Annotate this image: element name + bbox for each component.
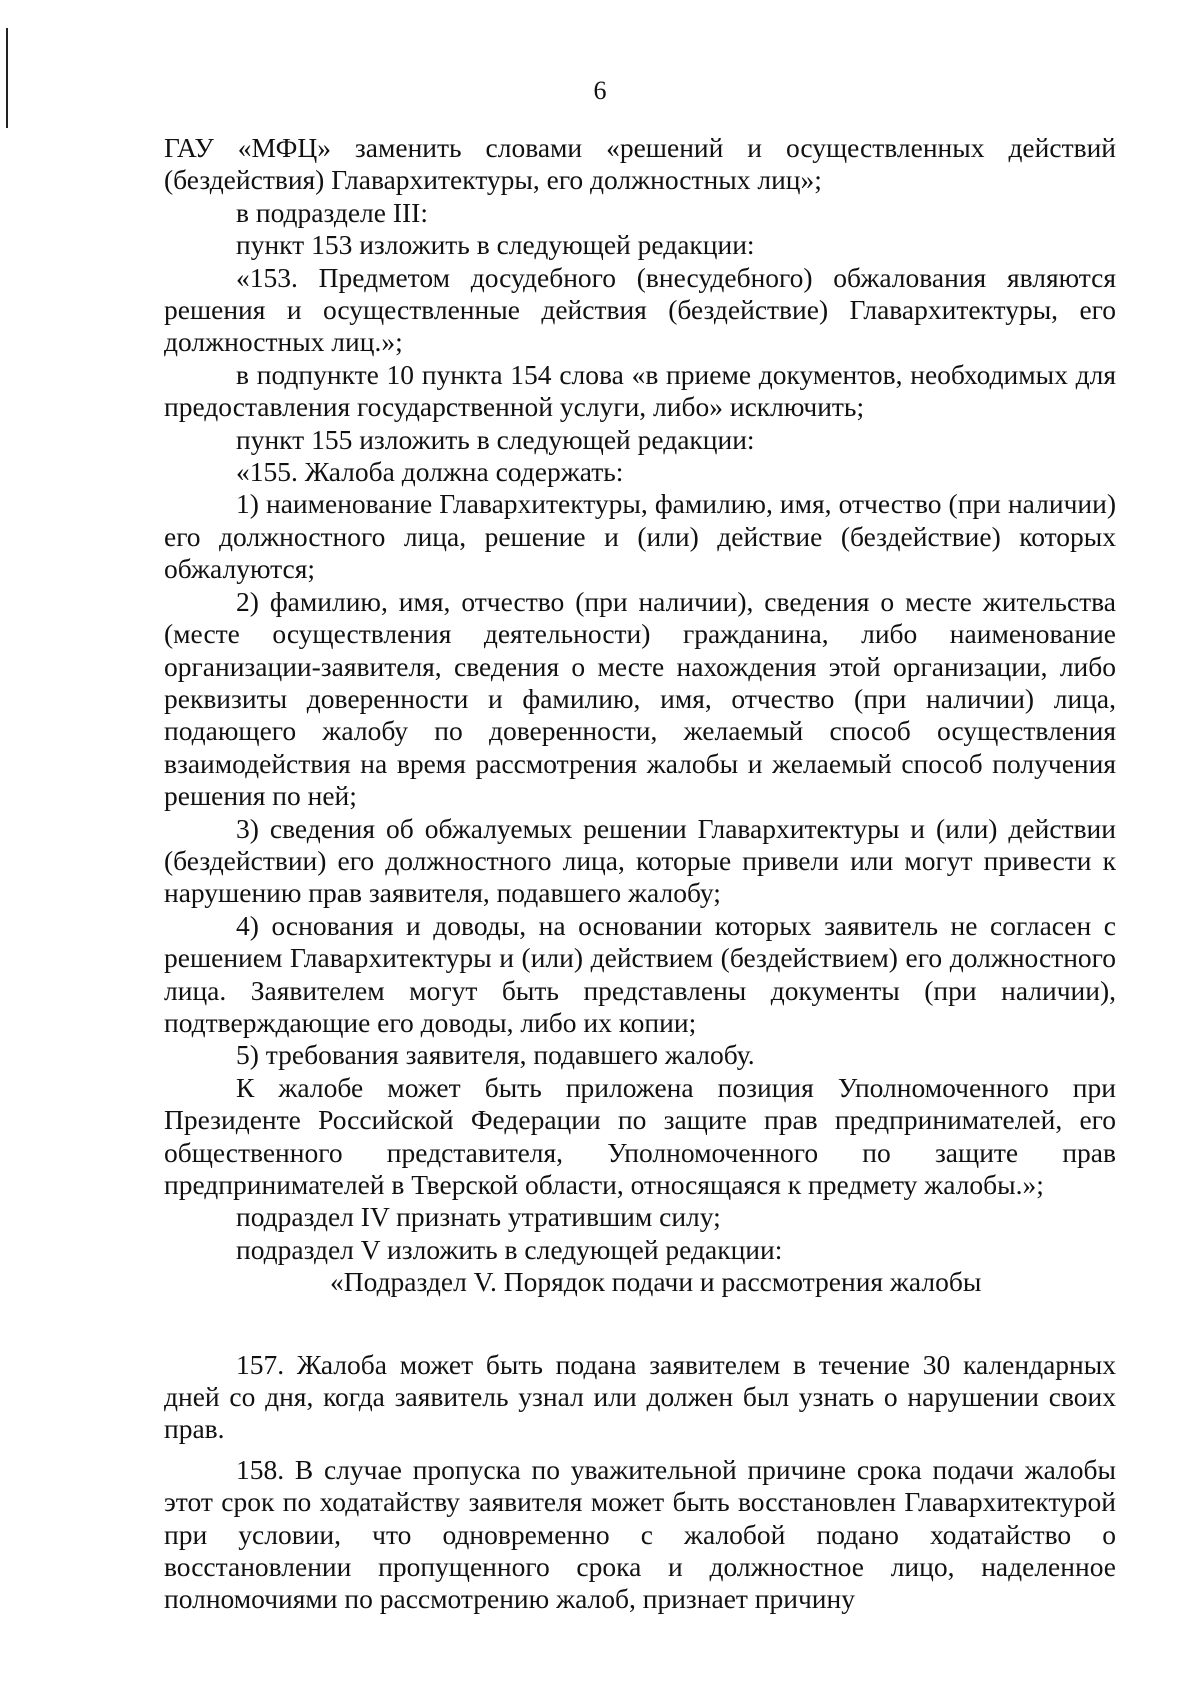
paragraph: 5) требования заявителя, подавшего жалобу.	[236, 1039, 755, 1071]
paragraph: 2) фамилию, имя, отчество (при наличии), сведения о месте жительства (месте осуществления деятельности) гражданина, либо наименование организации-заявителя, сведения о месте нахождения этой организации, либо реквизиты доверенности и фамилию, имя, отчество (при наличии) лица, подающего жалобу по доверенности, желаемый способ осуществления взаимодействия на время рассмотрения жалобы и желаемый способ получения решения по ней;	[164, 585, 1116, 812]
paragraph: «155. Жалоба должна содержать:	[236, 456, 624, 488]
paragraph: подраздел IV признать утратившим силу;	[236, 1201, 721, 1233]
spacer	[164, 1446, 1116, 1454]
section-heading: «Подраздел V. Порядок подачи и рассмотрения жалобы	[330, 1266, 982, 1298]
paragraph: ГАУ «МФЦ» заменить словами «решений и осуществленных действий (бездействия) Главархитектуры, его должностных лиц»;	[164, 132, 1116, 196]
paragraph: 4) основания и доводы, на основании которых заявитель не согласен с решением Главархитектуры и (или) действием (бездействием) его должностного лица. Заявителем могут быть представлены документы (при наличии), подтверждающие его доводы, либо их копии;	[164, 909, 1116, 1038]
paragraph: 1) наименование Главархитектуры, фамилию, имя, отчество (при наличии) его должностного лица, решение и (или) действие (бездействие) которых обжалуются;	[164, 488, 1116, 585]
spacer	[164, 1299, 1116, 1349]
paragraph: 157. Жалоба может быть подана заявителем в течение 30 календарных дней со дня, когда заявитель узнал или должен был узнать о нарушении своих прав.	[164, 1348, 1116, 1445]
paragraph: 3) сведения об обжалуемых решении Главархитектуры и (или) действии (бездействии) его должностного лица, которые привели или могут привести к нарушению прав заявителя, подавшего жалобу;	[164, 812, 1116, 909]
paragraph: подраздел V изложить в следующей редакции:	[236, 1233, 783, 1265]
paragraph: К жалобе может быть приложена позиция Уполномоченного при Президенте Российской Федерации по защите прав предпринимателей, его общественного представителя, Уполномоченного по защите прав предпринимателей в Тверской области, относящаяся к предмету жалобы.»;	[164, 1071, 1116, 1200]
document-body	[164, 132, 1116, 1616]
paragraph: в подпункте 10 пункта 154 слова «в приеме документов, необходимых для предоставления государственной услуги, либо» исключить;	[164, 358, 1116, 423]
paragraph: пункт 155 изложить в следующей редакции:	[236, 423, 755, 455]
page-number: 6	[593, 76, 607, 105]
paragraph: «153. Предметом досудебного (внесудебного) обжалования являются решения и осуществленные действия (бездействие) Главархитектуры, его должностных лиц.»;	[164, 261, 1116, 358]
paragraph: пункт 153 изложить в следующей редакции:	[236, 229, 755, 261]
paragraph: 158. В случае пропуска по уважительной причине срока подачи жалобы этот срок по ходатайству заявителя может быть восстановлен Главархитектурой при условии, что одновременно с жалобой подано ходатайство о восстановлении пропущенного срока и должностное лицо, наделенное полномочиями по рассмотрению жалоб, признает причину	[164, 1453, 1116, 1615]
paragraph: в подразделе III:	[236, 196, 428, 228]
